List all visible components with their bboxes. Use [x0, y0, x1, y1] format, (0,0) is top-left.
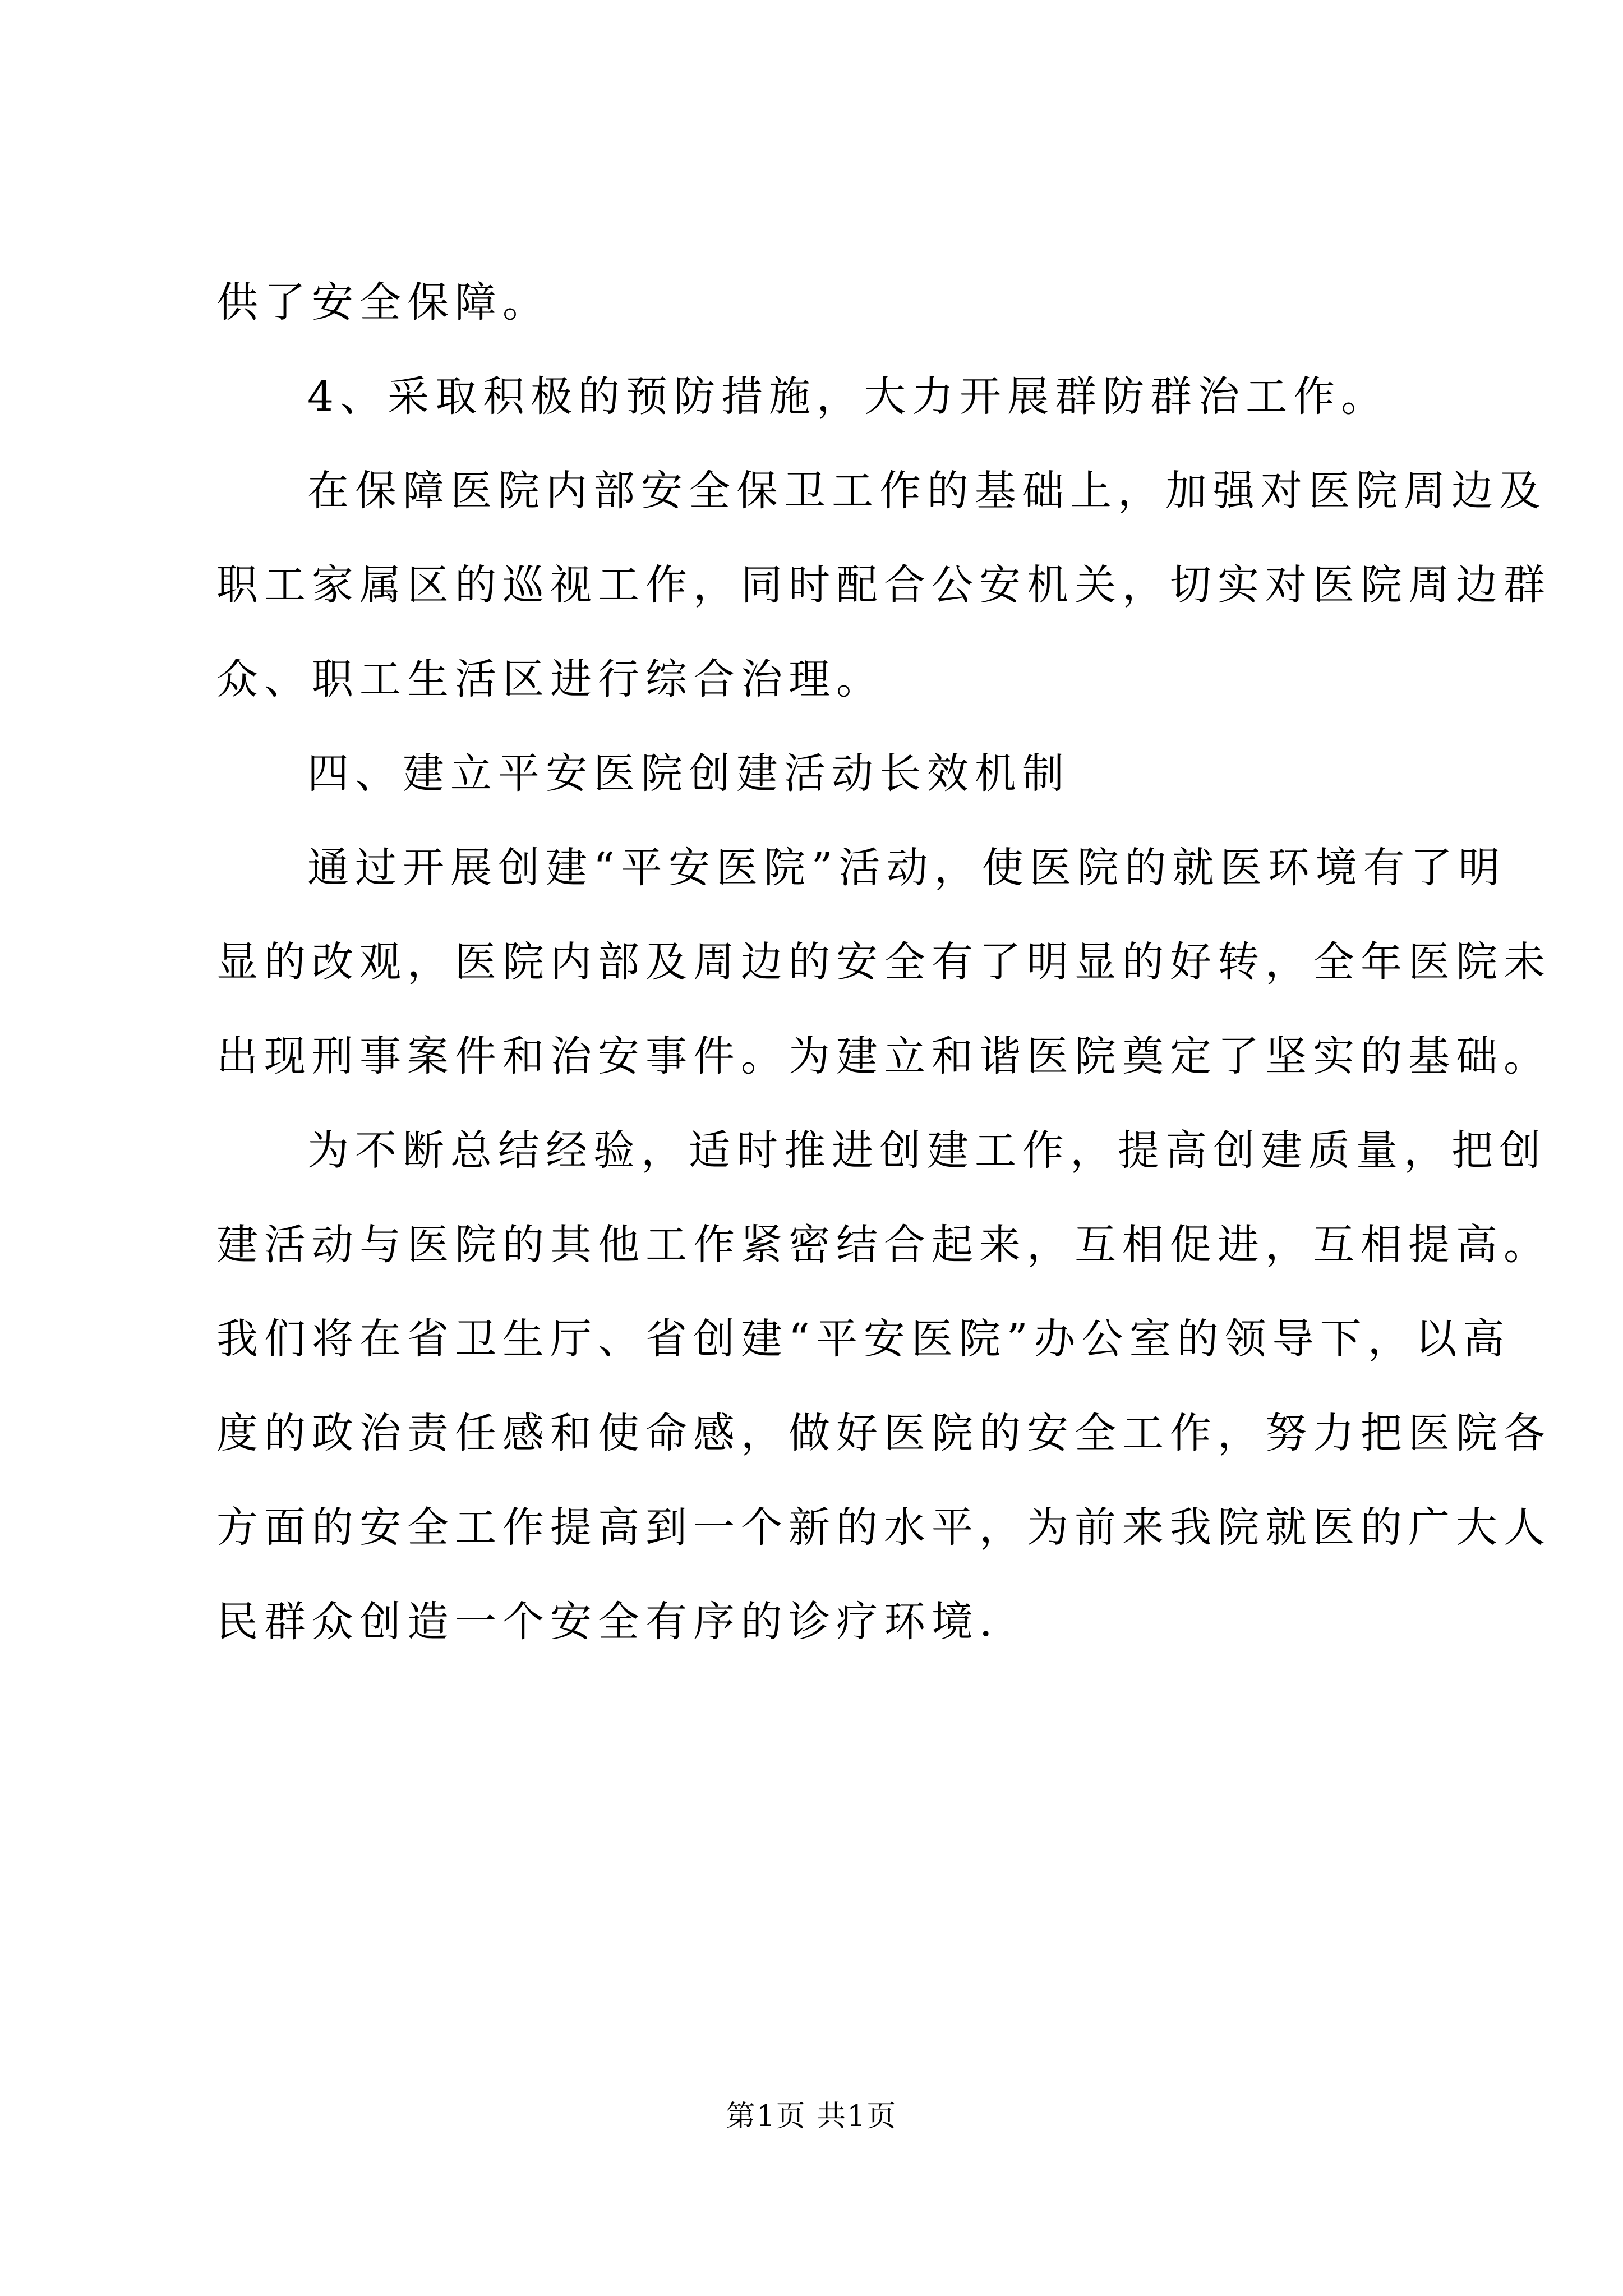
body-line: 4、采取积极的预防措施，大力开展群防群治工作。 [307, 372, 1389, 421]
document-body [216, 255, 1551, 1669]
body-line: 方面的安全工作提高到一个新的水平，为前来我院就医的广大人 [216, 1503, 1551, 1552]
body-line: 建活动与医院的其他工作紧密结合起来，互相促进，互相提高。 [216, 1221, 1551, 1269]
body-line: 供了安全保障。 [216, 278, 550, 326]
body-line: 为不断总结经验，适时推进创建工作，提高创建质量，把创 [307, 1126, 1547, 1175]
section-heading: 四、建立平安医院创建活动长效机制 [307, 749, 1070, 798]
body-line: 众、职工生活区进行综合治理。 [216, 655, 884, 703]
body-line: 在保障医院内部安全保卫工作的基础上，加强对医院周边及 [307, 467, 1547, 515]
page-footer: 第1页 共1页 [726, 2100, 897, 2133]
body-line: 职工家属区的巡视工作，同时配合公安机关，切实对医院周边群 [216, 561, 1551, 609]
body-line: 度的政治责任感和使命感，做好医院的安全工作，努力把医院各 [216, 1409, 1551, 1457]
body-line: 通过开展创建“平安医院”活动，使医院的就医环境有了明 [307, 844, 1506, 892]
body-line: 出现刑事案件和治安事件。为建立和谐医院奠定了坚实的基础。 [216, 1032, 1551, 1080]
body-line: 民群众创造一个安全有序的诊疗环境. [216, 1598, 999, 1646]
body-line: 显的改观，医院内部及周边的安全有了明显的好转，全年医院未 [216, 938, 1551, 986]
body-line: 我们将在省卫生厅、省创建“平安医院”办公室的领导下，以高 [216, 1315, 1511, 1363]
